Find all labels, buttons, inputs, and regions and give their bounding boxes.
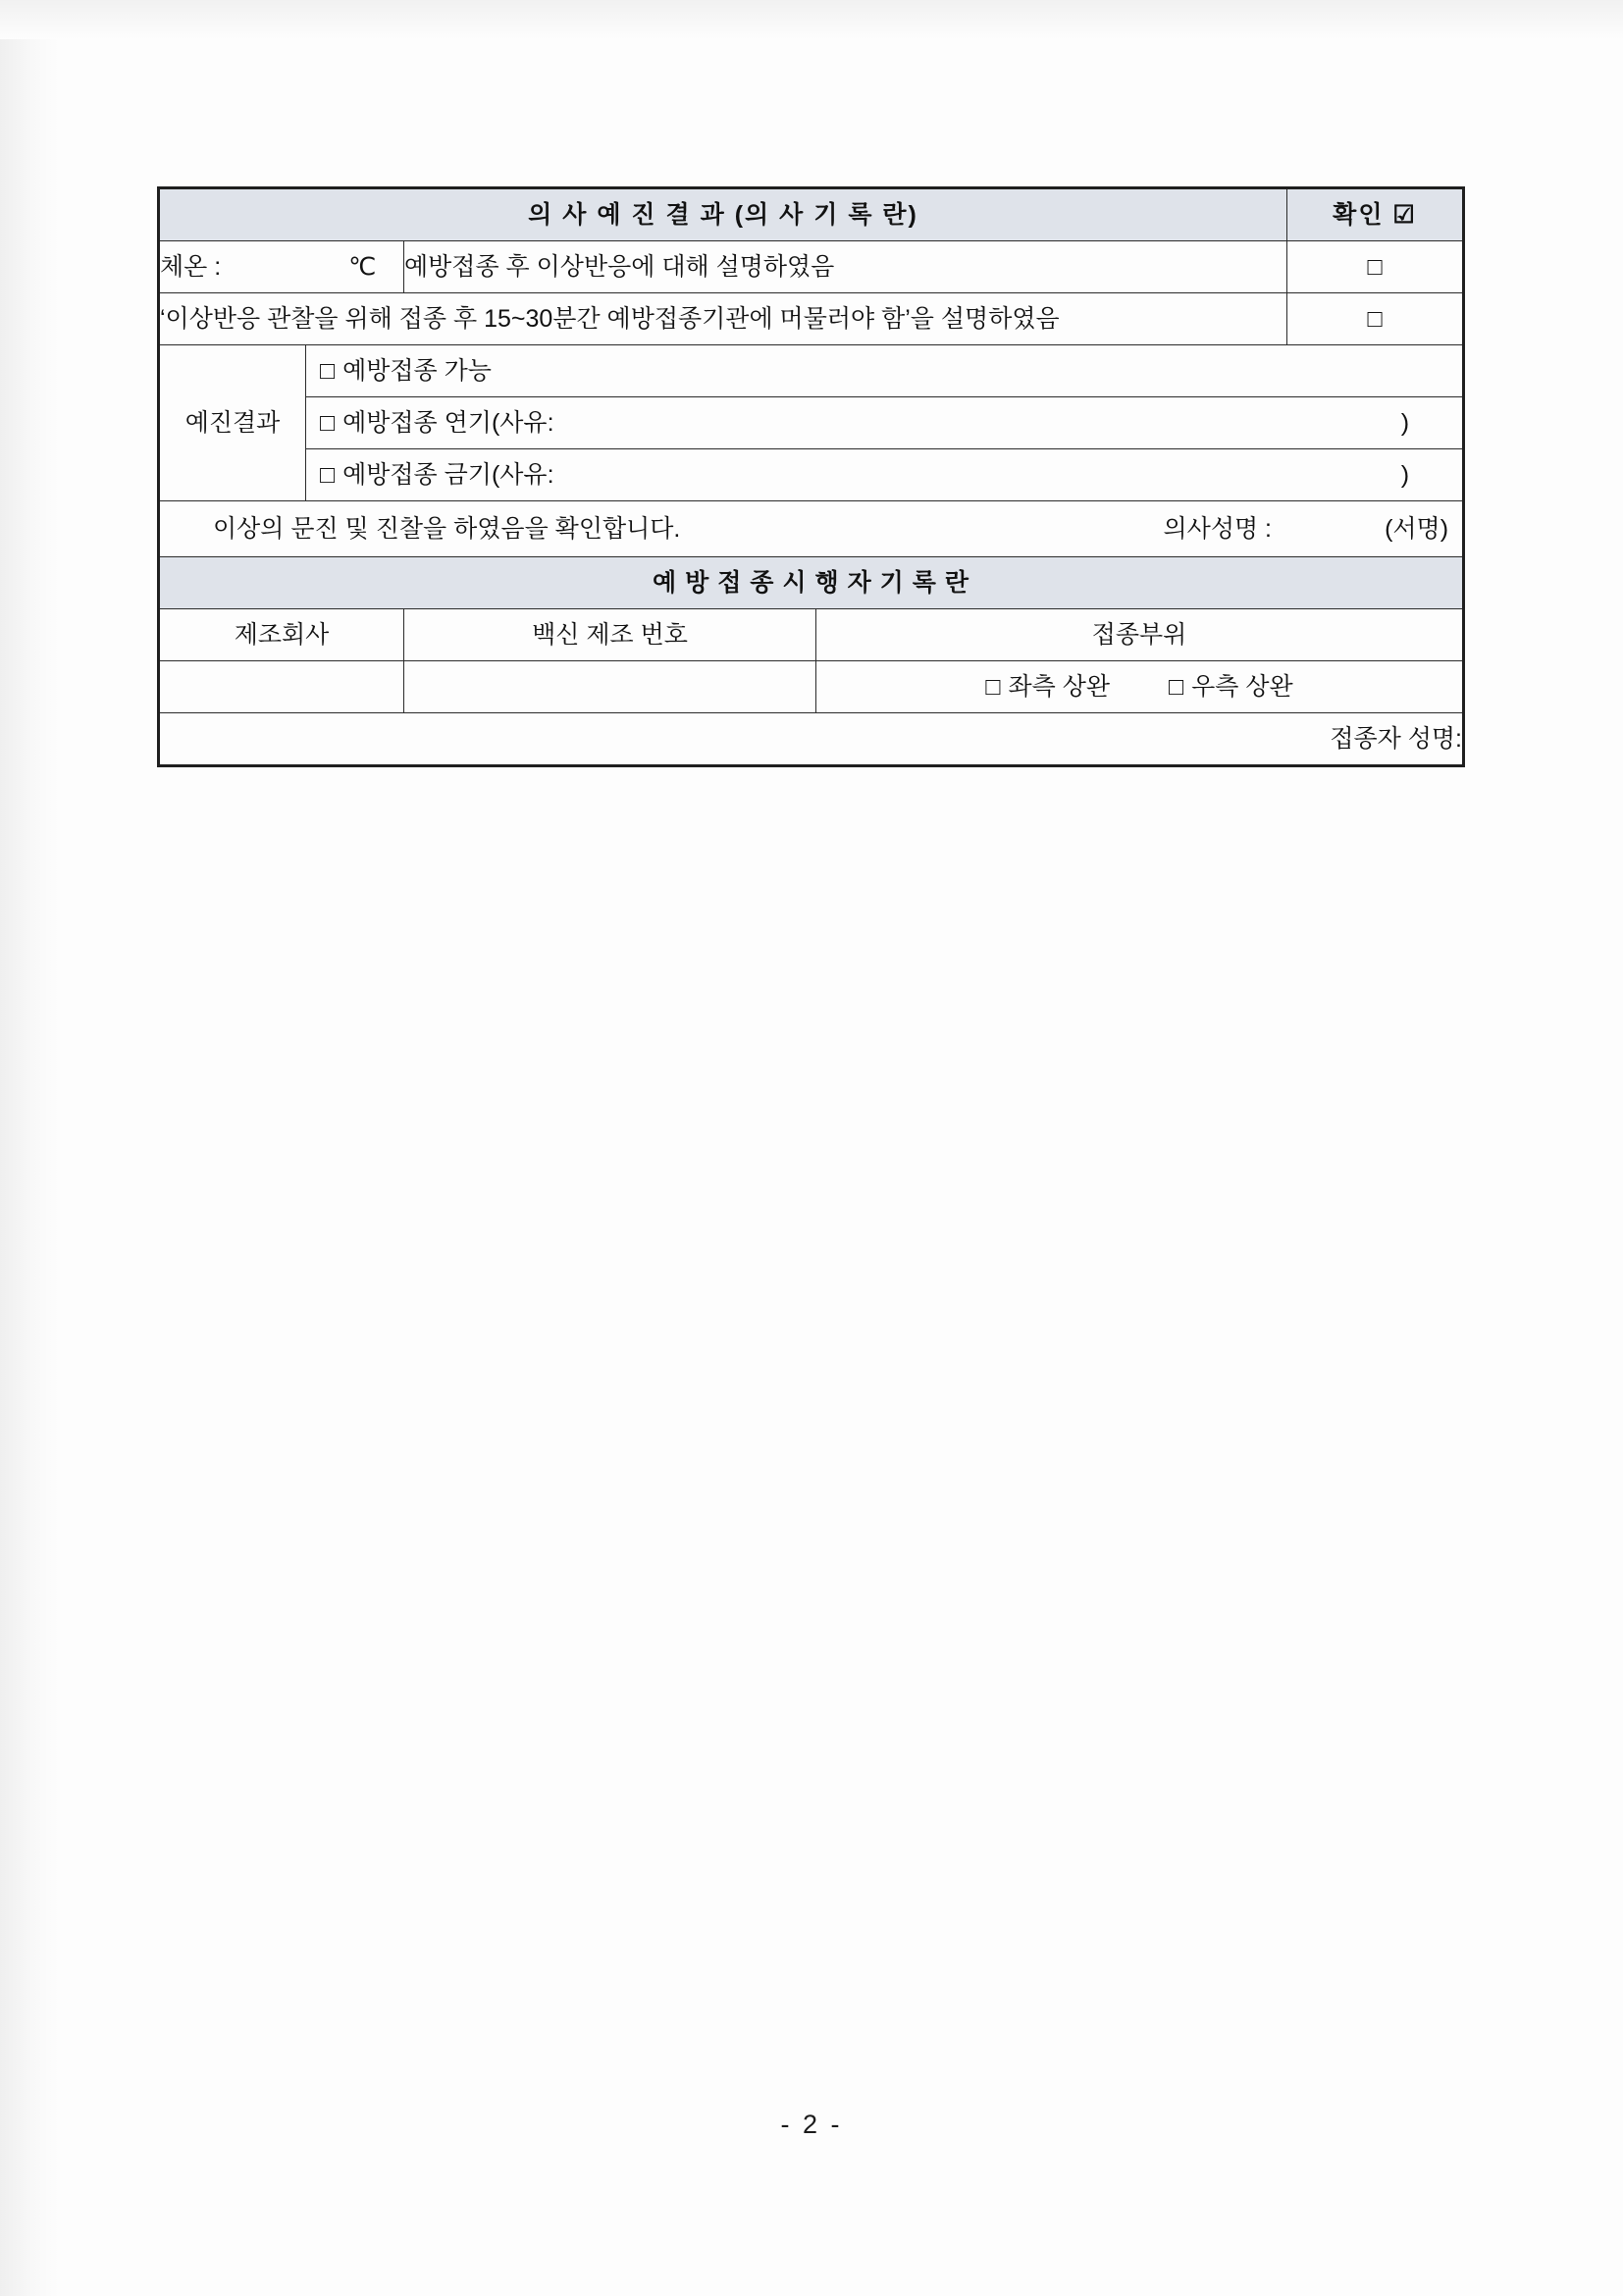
result-possible-checkbox[interactable]: □ [320, 356, 336, 385]
result-possible-label: 예방접종 가능 [342, 356, 492, 385]
result-contraindicated-suffix: ) [1400, 460, 1410, 489]
site-left-option[interactable] [985, 671, 1110, 704]
explained-adverse-text: 예방접종 후 이상반응에 대해 설명하였음 [404, 241, 1287, 293]
vaccination-form [157, 186, 1462, 767]
result-row-contraindicated [159, 449, 1464, 501]
attestation-text: 이상의 문진 및 진찰을 하였음을 확인합니다. [213, 514, 681, 543]
stay-notice-checkbox[interactable]: □ [1287, 293, 1464, 345]
column-manufacturer: 제조회사 [159, 609, 404, 661]
manufacturer-input[interactable] [159, 661, 404, 713]
site-right-label: 우측 상완 [1191, 672, 1293, 701]
stay-notice-row [159, 293, 1464, 345]
confirm-column-header: 확인 ☑ [1287, 188, 1464, 241]
vaccination-section-title: 예 방 접 종 시 행 자 기 록 란 [159, 557, 1464, 609]
administrator-name-label[interactable]: 접종자 성명: [159, 713, 1464, 766]
site-right-option[interactable] [1169, 671, 1293, 704]
temperature-field[interactable] [159, 241, 404, 293]
column-lot-number: 백신 제조 번호 [404, 609, 816, 661]
result-option-postpone[interactable] [306, 397, 1464, 449]
result-label: 예진결과 [159, 345, 306, 501]
stay-notice-text: ‘이상반응 관찰을 위해 접종 후 15~30분간 예방접종기관에 머물러야 함’을 설명하였음 [159, 293, 1287, 345]
result-option-possible[interactable] [306, 345, 1464, 397]
lot-number-input[interactable] [404, 661, 816, 713]
result-postpone-suffix: ) [1400, 408, 1410, 437]
result-contraindicated-checkbox[interactable]: □ [320, 460, 336, 489]
site-left-checkbox[interactable]: □ [985, 672, 1001, 701]
result-row-postpone [159, 397, 1464, 449]
temperature-label: 체온 : [160, 252, 222, 281]
result-postpone-label: 예방접종 연기(사유: [342, 408, 554, 437]
signature-note[interactable]: (서명) [1385, 514, 1449, 543]
attestation-row [159, 501, 1464, 557]
temperature-unit: ℃ [348, 252, 377, 281]
doctor-section-title-row [159, 188, 1464, 241]
result-row-possible [159, 345, 1464, 397]
column-injection-site: 접종부위 [816, 609, 1464, 661]
site-left-label: 좌측 상완 [1008, 672, 1110, 701]
result-option-contraindicated[interactable] [306, 449, 1464, 501]
result-postpone-checkbox[interactable]: □ [320, 408, 336, 437]
scan-edge-left [0, 0, 59, 2296]
vaccination-columns-row [159, 609, 1464, 661]
doctor-name-label: 의사성명 : [1163, 514, 1273, 543]
temperature-row [159, 241, 1464, 293]
vaccination-values-row [159, 661, 1464, 713]
administrator-row [159, 713, 1464, 766]
doctor-section-title: 의 사 예 진 결 과 (의 사 기 록 란) [159, 188, 1287, 241]
result-contraindicated-label: 예방접종 금기(사유: [342, 460, 554, 489]
scan-edge-top [0, 0, 1623, 39]
attestation-cell [159, 501, 1464, 557]
vaccination-section-title-row [159, 557, 1464, 609]
explained-adverse-checkbox[interactable]: □ [1287, 241, 1464, 293]
page-number: - 2 - [780, 2110, 843, 2139]
injection-site-options[interactable] [816, 661, 1464, 713]
form-table [157, 186, 1465, 767]
site-right-checkbox[interactable]: □ [1169, 672, 1184, 701]
